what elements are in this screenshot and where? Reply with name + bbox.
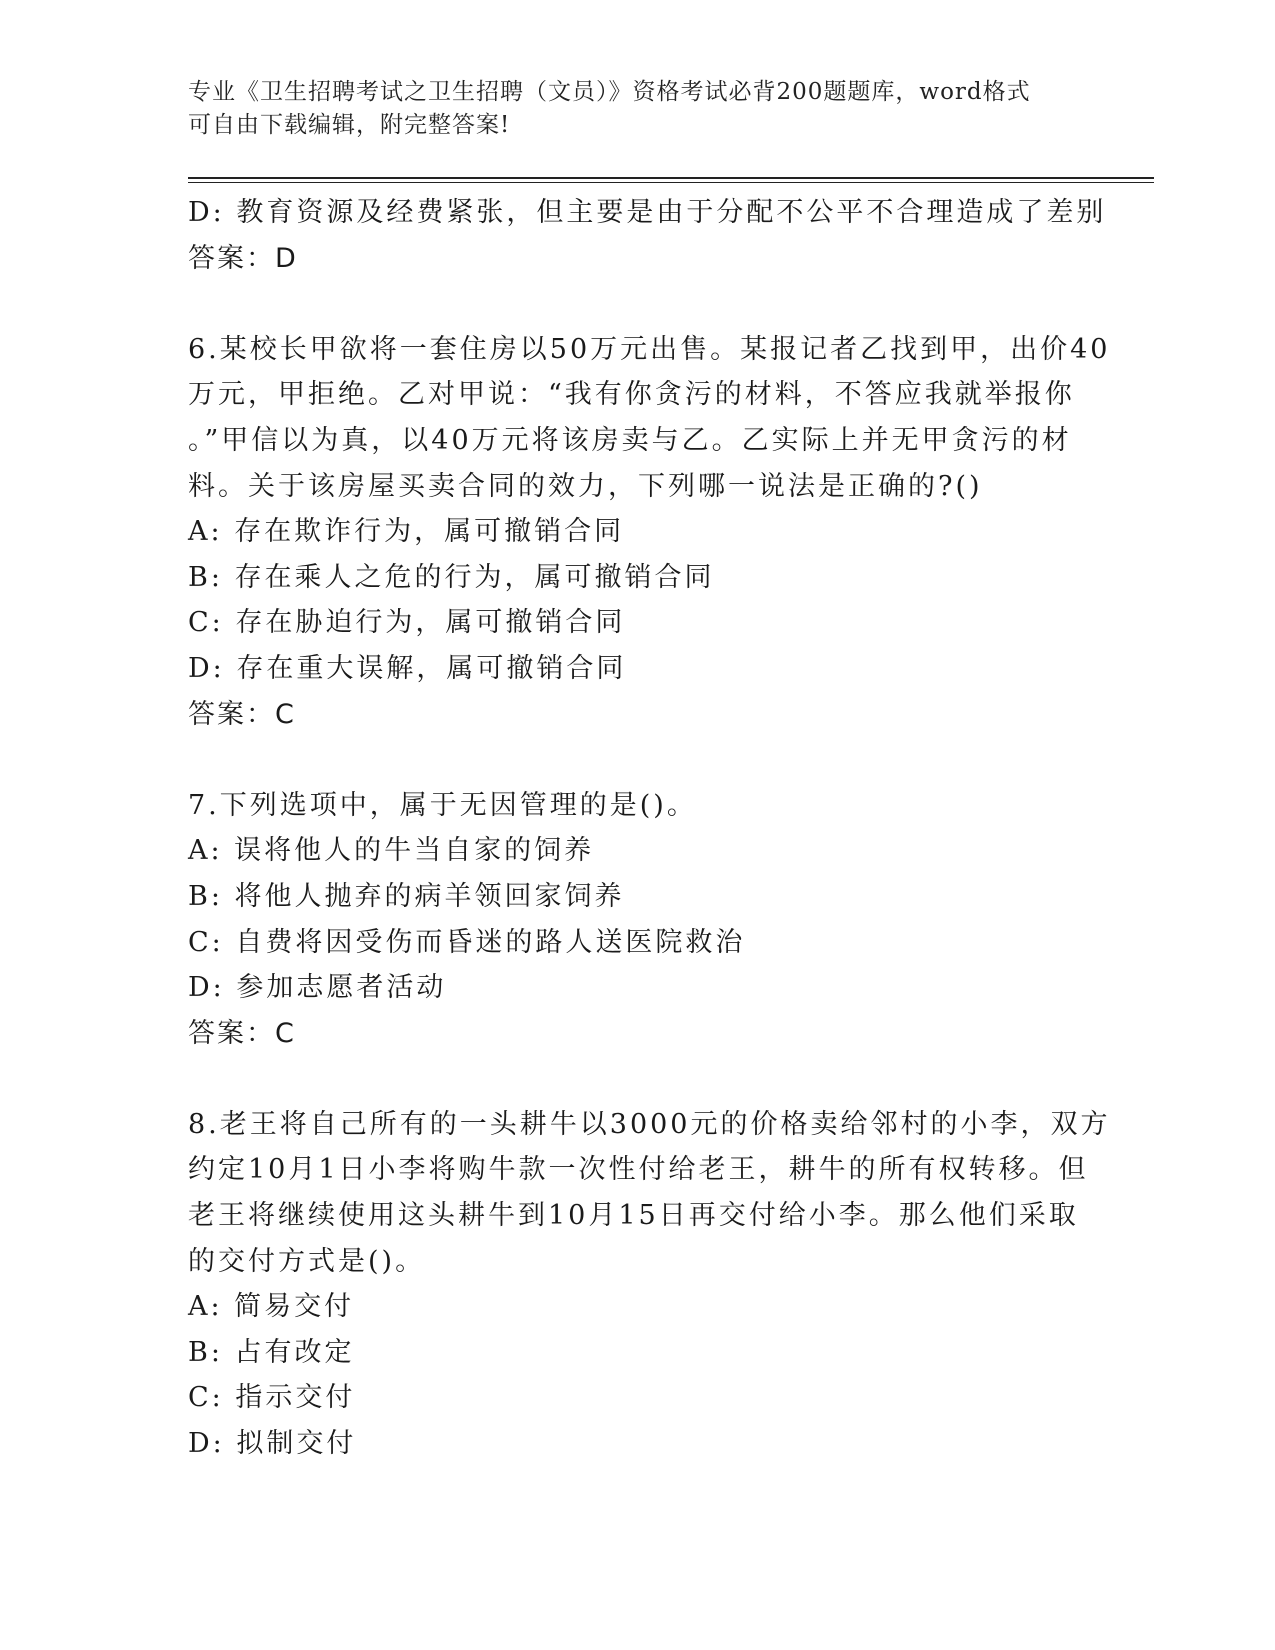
q6-stem-line-1: 6.某校长甲欲将一套住房以50万元出售。某报记者乙找到甲，出价40 [188,333,1111,365]
question-6 [188,327,1111,737]
q8-stem-line-4: 的交付方式是()。 [188,1245,426,1277]
q6-option-c: C: 存在胁迫行为，属可撤销合同 [188,607,626,639]
q7-option-d: D: 参加志愿者活动 [188,972,447,1004]
q7-option-c: C: 自费将因受伤而昏迷的路人送医院救治 [188,926,746,958]
spacer [188,281,1088,327]
q7-stem-line-1: 7.下列选项中，属于无因管理的是()。 [188,789,697,821]
q6-answer: 答案：C [188,698,296,730]
q7-option-a: A: 误将他人的牛当自家的饲养 [188,835,595,867]
prev-question-answer: 答案：D [188,242,298,274]
q6-stem-line-2: 万元，甲拒绝。乙对甲说：“我有你贪污的材料，不答应我就举报你 [188,379,1075,411]
q8-option-c: C: 指示交付 [188,1382,356,1414]
spacer [188,737,1088,783]
header-divider-thin [188,182,1154,183]
header-line-1: 专业《卫生招聘考试之卫生招聘（文员）》资格考试必背200题题库，word格式 [188,79,1031,105]
document-header [188,76,1068,142]
q6-option-b: B: 存在乘人之危的行为，属可撤销合同 [188,561,715,593]
q6-stem-line-3: 。”甲信以为真，以40万元将该房卖与乙。乙实际上并无甲贪污的材 [188,424,1072,456]
q8-stem-line-2: 约定10月1日小李将购牛款一次性付给老王，耕牛的所有权转移。但 [188,1154,1089,1186]
prev-question-option-d: D: 教育资源及经费紧张，但主要是由于分配不公平不合理造成了差别 [188,197,1107,228]
q7-answer: 答案：C [188,1017,296,1049]
header-divider-thick [188,177,1154,179]
q8-option-d: D: 拟制交付 [188,1428,357,1460]
q6-stem-line-4: 料。关于该房屋买卖合同的效力，下列哪一说法是正确的?() [188,470,983,502]
question-8 [188,1102,1111,1467]
q8-stem-line-3: 老王将继续使用这头耕牛到10月15日再交付给小李。那么他们采取 [188,1200,1079,1232]
header-line-2: 可自由下载编辑，附完整答案! [188,112,511,138]
question-7 [188,783,1088,1057]
q8-option-a: A: 简易交付 [188,1291,355,1323]
spacer [188,1056,1088,1102]
q8-option-b: B: 占有改定 [188,1336,355,1368]
document-body [188,190,1111,1467]
q6-option-d: D: 存在重大误解，属可撤销合同 [188,652,627,684]
q8-stem-line-1: 8.老王将自己所有的一头耕牛以3000元的价格卖给邻村的小李，双方 [188,1108,1111,1140]
q7-option-b: B: 将他人抛弃的病羊领回家饲养 [188,880,625,912]
q6-option-a: A: 存在欺诈行为，属可撤销合同 [188,516,625,548]
